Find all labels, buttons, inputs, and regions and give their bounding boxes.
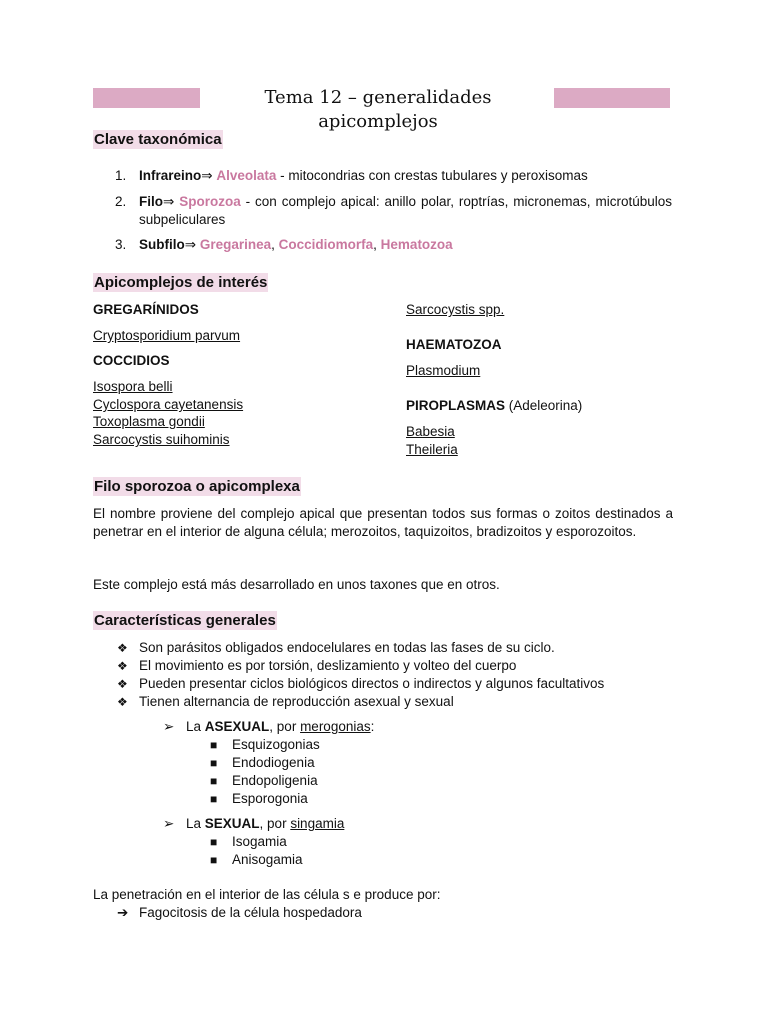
list-item: Isogamia <box>232 834 287 849</box>
list-item: Anisogamia <box>232 852 303 867</box>
heading-clave: Clave taxonómica <box>94 131 222 148</box>
species-item: Cyclospora cayetanensis <box>93 397 244 412</box>
group-piroplasmas: PIROPLASMAS (Adeleorina) <box>406 398 583 413</box>
species-item: Babesia <box>406 424 455 439</box>
list-item: Pueden presentar ciclos biológicos directos o indirectos y algunos facultativos <box>139 676 605 691</box>
list-item: Esquizogonias <box>232 737 320 752</box>
group-haematozoa: HAEMATOZOA <box>406 337 502 352</box>
asexual-line: La ASEXUAL, por merogonias: <box>186 719 375 734</box>
diamond-bullet-icon: ❖ <box>117 677 128 691</box>
square-bullet-icon: ■ <box>210 853 218 867</box>
species-item: Toxoplasma gondii <box>93 414 205 429</box>
diamond-bullet-icon: ❖ <box>117 659 128 673</box>
diamond-bullet-icon: ❖ <box>117 695 128 709</box>
species-item: Plasmodium <box>406 363 481 378</box>
square-bullet-icon: ■ <box>210 738 218 752</box>
filo-paragraph-2: Este complejo está más desarrollado en unos taxones que en otros. <box>93 577 500 592</box>
list-item: Esporogonia <box>232 791 308 806</box>
page-title: Tema 12 – generalidades apicomplejos <box>203 86 553 134</box>
sexual-line: La SEXUAL, por singamia <box>186 816 345 831</box>
heading-caracteristicas: Características generales <box>94 612 276 629</box>
list-item: Tienen alternancia de reproducción asexual y sexual <box>139 694 454 709</box>
group-gregarinidos: GREGARÍNIDOS <box>93 302 199 317</box>
species-item: Sarcocystis spp. <box>406 302 505 317</box>
square-bullet-icon: ■ <box>210 774 218 788</box>
arrow-bullet-icon: ➔ <box>117 905 129 920</box>
diamond-bullet-icon: ❖ <box>117 641 128 655</box>
title-bar-left <box>93 88 200 108</box>
species-item: Theileria <box>406 442 458 457</box>
arrowhead-bullet-icon: ➢ <box>163 816 175 831</box>
title-bar-right <box>554 88 670 108</box>
square-bullet-icon: ■ <box>210 792 218 806</box>
species-item: Cryptosporidium parvum <box>93 328 241 343</box>
species-item: Sarcocystis suihominis <box>93 432 230 447</box>
arrowhead-bullet-icon: ➢ <box>163 719 175 734</box>
group-coccidios: COCCIDIOS <box>93 353 170 368</box>
penetracion-text: La penetración en el interior de las célula s e produce por: <box>93 887 441 902</box>
list-item: Son parásitos obligados endocelulares en todas las fases de su ciclo. <box>139 640 555 655</box>
square-bullet-icon: ■ <box>210 835 218 849</box>
title-row <box>93 86 670 132</box>
square-bullet-icon: ■ <box>210 756 218 770</box>
list-item: El movimiento es por torsión, deslizamiento y volteo del cuerpo <box>139 658 517 673</box>
list-item: Endopoligenia <box>232 773 318 788</box>
species-item: Isospora belli <box>93 379 173 394</box>
heading-filo: Filo sporozoa o apicomplexa <box>94 478 300 495</box>
list-item: Endodiogenia <box>232 755 315 770</box>
filo-paragraph-1: El nombre proviene del complejo apical que presentan todos sus formas o zoitos destinados a penetrar en el interior de alguna célula; merozoitos, taquizoitos, bradizoitos y esporozoitos. <box>93 506 673 539</box>
heading-apicomplejos: Apicomplejos de interés <box>94 274 268 291</box>
list-item: Fagocitosis de la célula hospedadora <box>139 905 362 920</box>
